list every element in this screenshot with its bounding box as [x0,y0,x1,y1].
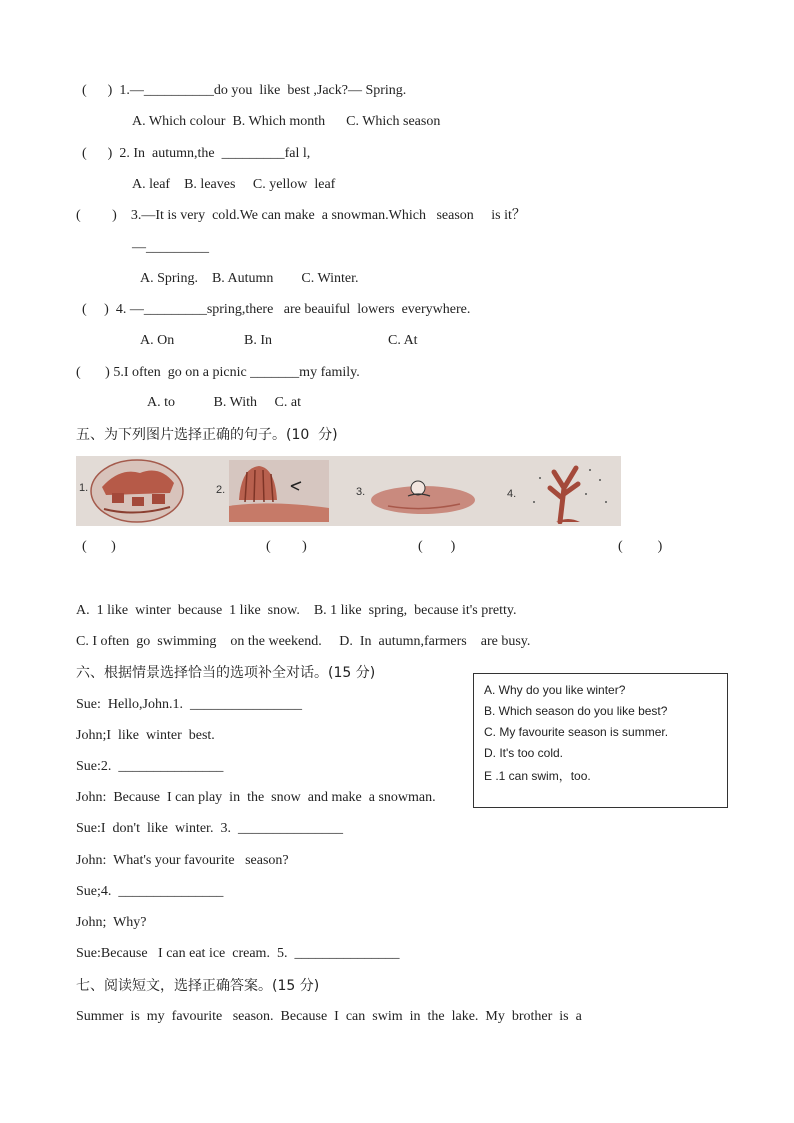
option-c: C. My favourite season is summer. [484,725,669,739]
question-3-answer-blank: —_________ [132,240,209,255]
dialogue-line: Sue: Hello,John.1. ________________ [76,697,302,712]
harvest-picture [90,459,185,523]
dialogue-line: John; Why? [76,915,147,930]
dialogue-line: Sue;4. _______________ [76,884,224,899]
reading-passage: Summer is my favourite season. Because I can swim in the lake. My brother is a [76,1009,582,1024]
winter-tree-picture [520,458,618,524]
dialogue-line: John: What's your favourite season? [76,853,289,868]
picture-number-2: 2. [216,484,226,496]
swimming-picture [368,462,478,522]
picture-3-answer-bracket[interactable]: ( ) [418,539,456,554]
option-a: A. Why do you like winter? [484,683,626,697]
picture-2-answer-bracket[interactable]: ( ) [266,539,307,554]
question-1: ( ) 1.—__________do you like best ,Jack?— Spring. [82,83,407,98]
question-4: ( ) 4. —_________spring,there are beauiful lowers everywhere. [82,302,471,317]
option-e: E .1 can swim，too. [484,769,591,783]
question-4-option-c: C. At [388,333,418,348]
dialogue-line: Sue:2. _______________ [76,759,224,774]
option-b: B. Which season do you like best? [484,704,668,718]
question-2: ( ) 2. In autumn,the _________fal l, [82,146,311,161]
picture-number-1: 1. [79,482,89,494]
picture-number-4: 4. [507,488,517,500]
question-1-options: A. Which colour B. Which month C. Which season [132,114,441,129]
question-3-options: A. Spring. B. Autumn C. Winter. [140,271,359,286]
question-3: ( ) 3.—It is very cold.We can make a snowman.Which season is it？ [76,208,526,223]
question-5-options: A. to B. With C. at [147,395,301,410]
picture-strip [76,456,621,526]
section-5-options-line-1: A. 1 like winter because 1 like snow. B. 1 like spring, because it's pretty. [76,603,517,618]
dialogue-line: Sue:Because I can eat ice cream. 5. _______________ [76,946,400,961]
section-5-heading: 五、为下列图片选择正确的句子。(10 分) [76,427,338,443]
question-5: ( ) 5.I often go on a picnic _______my family. [76,365,360,380]
willow-tree-picture [229,460,329,522]
question-4-option-a: A. On [140,333,175,348]
picture-1-answer-bracket[interactable]: ( ) [82,539,116,554]
section-6-heading: 六、根据情景选择恰当的选项补全对话。(15 分) [76,665,376,681]
picture-4-answer-bracket[interactable]: ( ) [618,539,663,554]
section-5-options-line-2: C. I often go swimming on the weekend. D. In autumn,farmers are busy. [76,634,531,649]
dialogue-line: John: Because I can play in the snow and make a snowman. [76,790,436,805]
question-2-options: A. leaf B. leaves C. yellow leaf [132,177,336,192]
section-7-heading: 七、阅读短文，选择正确答案。(15 分) [76,978,320,994]
picture-number-3: 3. [356,486,366,498]
question-4-option-b: B. In [244,333,272,348]
option-d: D. It's too cold. [484,746,563,760]
dialogue-line: John;I like winter best. [76,728,215,743]
answer-options-box [473,673,728,808]
dialogue-line: Sue:I don't like winter. 3. _______________ [76,821,343,836]
